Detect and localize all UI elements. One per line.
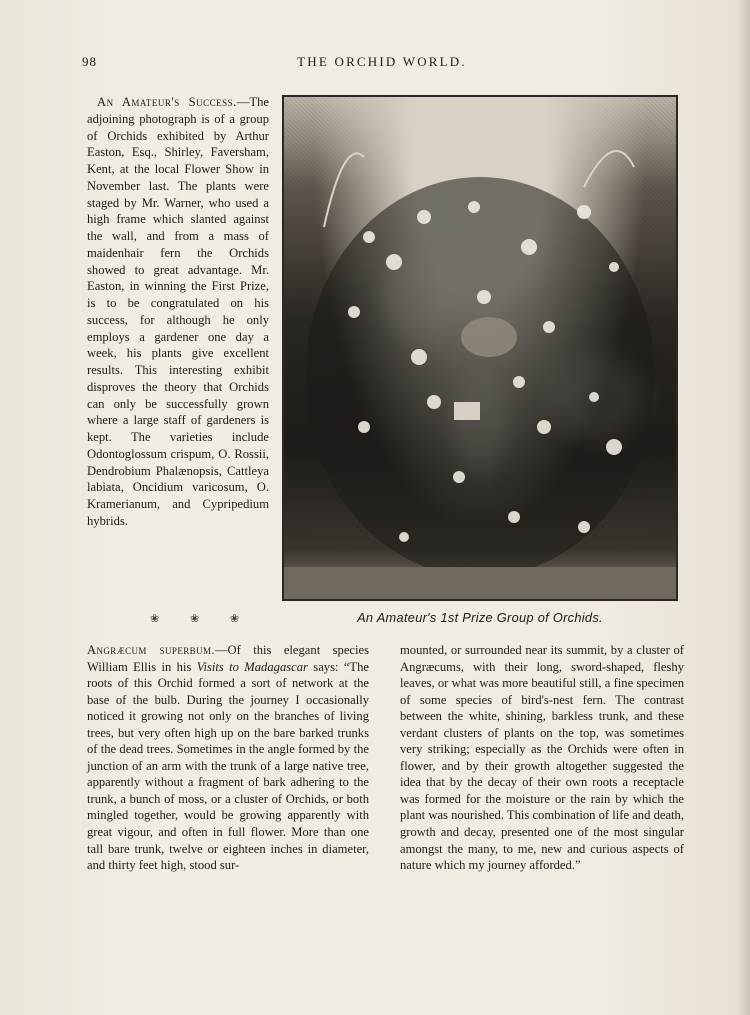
book-title: Visits to Madagascar — [196, 659, 308, 674]
section-divider-ornament: ❀ ❀ ❀ — [150, 613, 254, 625]
article-right-text: mounted, or surrounded near its summit, by a cluster of Angræcums, with their long, sword-shaped, fleshy leaves, or what was more beautiful still, a fine specimen of some species of bird's-nest fern. The contrast between the white, shining, barkless trunk, and these verdant clusters of plants on the top, was sometimes very striking; especially as the Orchids were often in flower, and by their growth altogether suggested the idea that by the decay of their own roots a receptacle was formed for the moisture or the rain by which the plant was nourished. This combination of life and death, growth and decay, presented one of the most singular amongst the many, to me, new and curious aspects of nature which my journey afforded.” — [400, 643, 684, 873]
orchid-group-photograph — [282, 95, 678, 601]
page-number: 98 — [82, 54, 97, 69]
running-title: THE ORCHID WORLD. — [297, 54, 467, 69]
page-edge-shadow — [736, 0, 750, 1015]
article-intro: —Of this elegant species William Ellis in his — [87, 643, 369, 674]
article-angraecum-left-column — [87, 642, 369, 874]
article-angraecum-right-column — [400, 642, 684, 874]
article-amateurs-success — [87, 94, 269, 530]
article-heading: An Amateur's Success. — [97, 95, 237, 109]
page-header — [82, 54, 682, 74]
article-heading: Angræcum superbum. — [87, 643, 215, 657]
article-left-text: says: “The roots of this Orchid formed a sort of network at the base of the bulb. During the journey I occasionally noticed it growing not only on the branches of living trees, but very often high up on the bare barked trunks of the dead trees. Sometimes in the angle formed by the junction of an arm with the trunk of a large native tree, apparently without a fragment of bark adhering to the trunk, a bunch of moss, or a cluster of Orchids, or both mingled together, would be growing apparently with great vigour, and often in full flower. More than one tall bare trunk, twelve or eighteen inches in diameter, and thirty feet high, stood sur- — [87, 659, 369, 873]
photo-caption: An Amateur's 1st Prize Group of Orchids. — [357, 610, 603, 625]
orchid-photo-illustration — [284, 97, 676, 599]
article-body: —The adjoining photograph is of a group of Orchids exhibited by Arthur Easton, Esq., Shirley, Faversham, Kent, at the local Flower Show in November last. The plants were staged by Mr. Warner, who used a high frame which slanted against the wall, and from a mass of maidenhair fern the Orchids showed to great advantage. Mr. Easton, in winning the First Prize, is to be congratulated on his success, for although he only employs a gardener one day a week, his plants give excellent results. This interesting exhibit disproves the theory that Orchids can only be successfully grown where a large staff of gardeners is kept. The varieties include Odontoglossum crispum, O. Rossii, Dendrobium Phalænopsis, Cattleya labiata, Oncidium varicosum, O. Kramerianum, and Cypripedium hybrids. — [87, 95, 269, 528]
